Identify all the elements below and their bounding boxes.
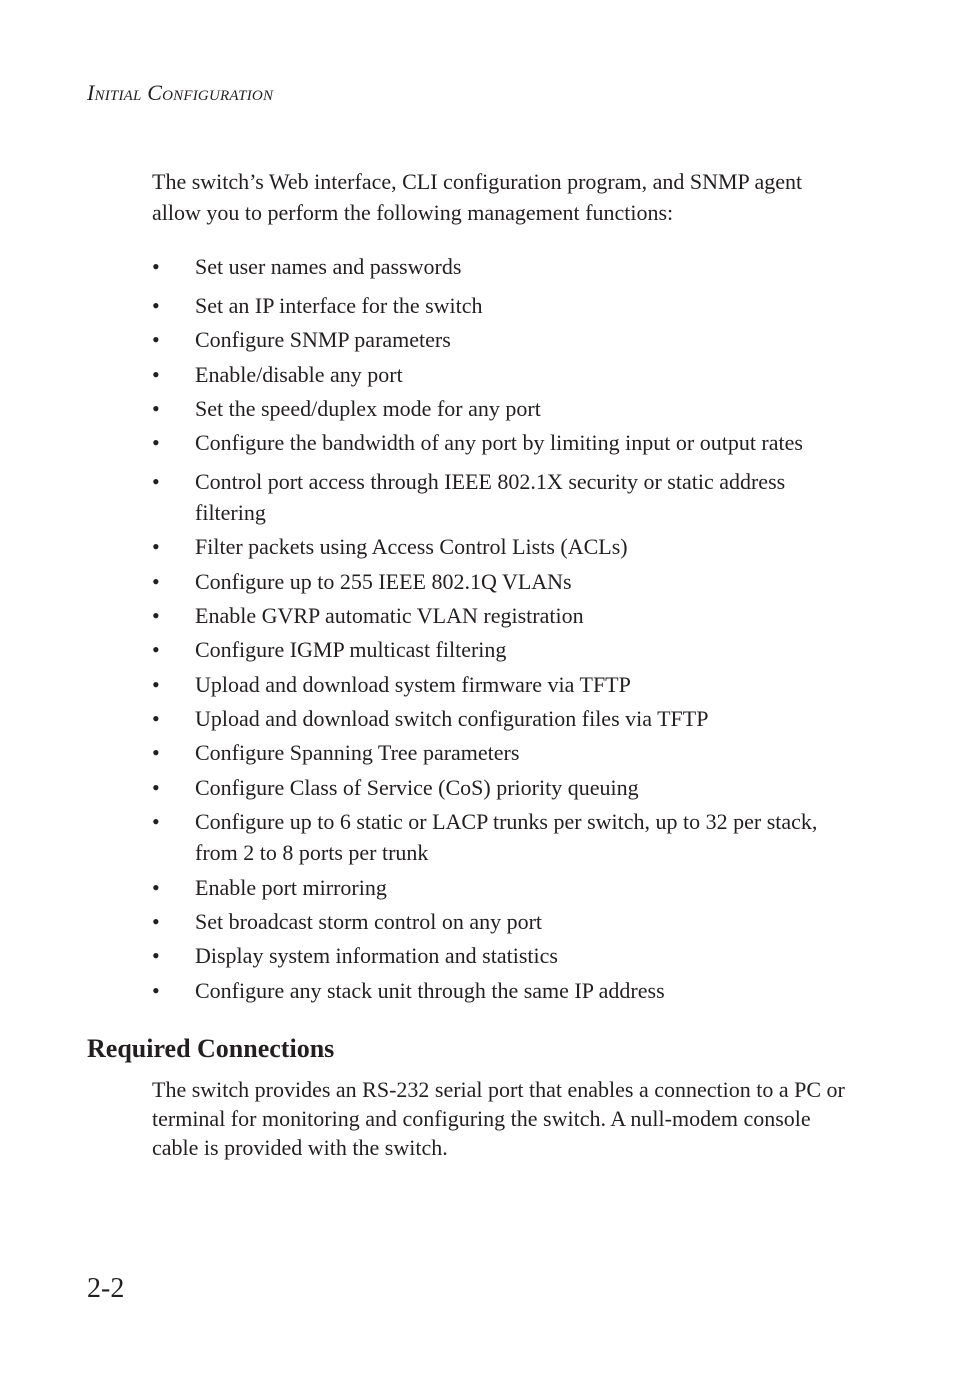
bullet-marker: • — [152, 672, 160, 697]
list-item — [152, 737, 852, 768]
list-item-text: Upload and download switch configuration files via TFTP — [195, 706, 709, 731]
list-item-text: Configure SNMP parameters — [195, 327, 451, 352]
bullet-marker: • — [152, 327, 160, 352]
bullet-marker: • — [152, 943, 160, 968]
bullet-marker: • — [152, 706, 160, 731]
bullet-marker: • — [152, 603, 160, 628]
bullet-marker: • — [152, 293, 160, 318]
list-item — [152, 393, 852, 424]
list-item — [152, 634, 852, 665]
list-item — [152, 772, 852, 803]
list-item-text: Configure up to 255 IEEE 802.1Q VLANs — [195, 569, 572, 594]
bullet-marker: • — [152, 909, 160, 934]
page-number: 2-2 — [87, 1273, 125, 1304]
list-item — [152, 466, 852, 528]
list-item — [152, 600, 852, 631]
bullet-marker: • — [152, 740, 160, 765]
bullet-marker: • — [152, 569, 160, 594]
list-item — [152, 566, 852, 597]
list-item-text: Configure IGMP multicast filtering — [195, 637, 507, 662]
list-item — [152, 806, 852, 868]
list-item-text: Set user names and passwords — [195, 254, 462, 279]
section-heading: Required Connections — [87, 1034, 335, 1063]
list-item-text: Configure the bandwidth of any port by limiting input or output rates — [195, 430, 803, 455]
list-item — [152, 427, 852, 458]
list-item-text: Configure up to 6 static or LACP trunks per switch, up to 32 per stack, from 2 to 8 ports per trunk — [195, 809, 818, 865]
bullet-marker: • — [152, 469, 160, 494]
list-item-text: Filter packets using Access Control Lists (ACLs) — [195, 534, 628, 559]
intro-paragraph: The switch’s Web interface, CLI configuration program, and SNMP agent allow you to perform the following management functions: — [152, 169, 803, 225]
bullet-marker: • — [152, 534, 160, 559]
list-item-text: Display system information and statistics — [195, 943, 558, 968]
list-item — [152, 872, 852, 903]
list-item — [152, 251, 852, 282]
list-item — [152, 669, 852, 700]
list-item-text: Enable port mirroring — [195, 875, 387, 900]
bullet-marker: • — [152, 430, 160, 455]
list-item — [152, 290, 852, 321]
list-item-text: Enable GVRP automatic VLAN registration — [195, 603, 584, 628]
bullet-marker: • — [152, 809, 160, 834]
bullet-marker: • — [152, 396, 160, 421]
list-item-text: Set the speed/duplex mode for any port — [195, 396, 541, 421]
bullet-marker: • — [152, 637, 160, 662]
bullet-marker: • — [152, 362, 160, 387]
bullet-marker: • — [152, 875, 160, 900]
bullet-marker: • — [152, 775, 160, 800]
list-item-text: Set broadcast storm control on any port — [195, 909, 543, 934]
list-item-text: Configure Class of Service (CoS) priority queuing — [195, 775, 639, 800]
list-item — [152, 359, 852, 390]
list-item-text: Enable/disable any port — [195, 362, 403, 387]
list-item — [152, 531, 852, 562]
list-item-text: Upload and download system firmware via TFTP — [195, 672, 631, 697]
list-item — [152, 906, 852, 937]
bullet-marker: • — [152, 254, 160, 279]
list-item-text: Configure any stack unit through the same IP address — [195, 978, 665, 1003]
list-item — [152, 703, 852, 734]
section-paragraph: The switch provides an RS-232 serial port that enables a connection to a PC or terminal for monitoring and configuring the switch. A null-modem console cable is provided with the switch. — [152, 1077, 845, 1160]
list-item — [152, 324, 852, 355]
list-item-text: Configure Spanning Tree parameters — [195, 740, 520, 765]
running-header: Initial Configuration — [87, 80, 274, 105]
list-item-text: Set an IP interface for the switch — [195, 293, 483, 318]
list-item — [152, 975, 852, 1006]
bullet-marker: • — [152, 978, 160, 1003]
list-item-text: Control port access through IEEE 802.1X security or static address filtering — [195, 469, 786, 525]
list-item — [152, 940, 852, 971]
